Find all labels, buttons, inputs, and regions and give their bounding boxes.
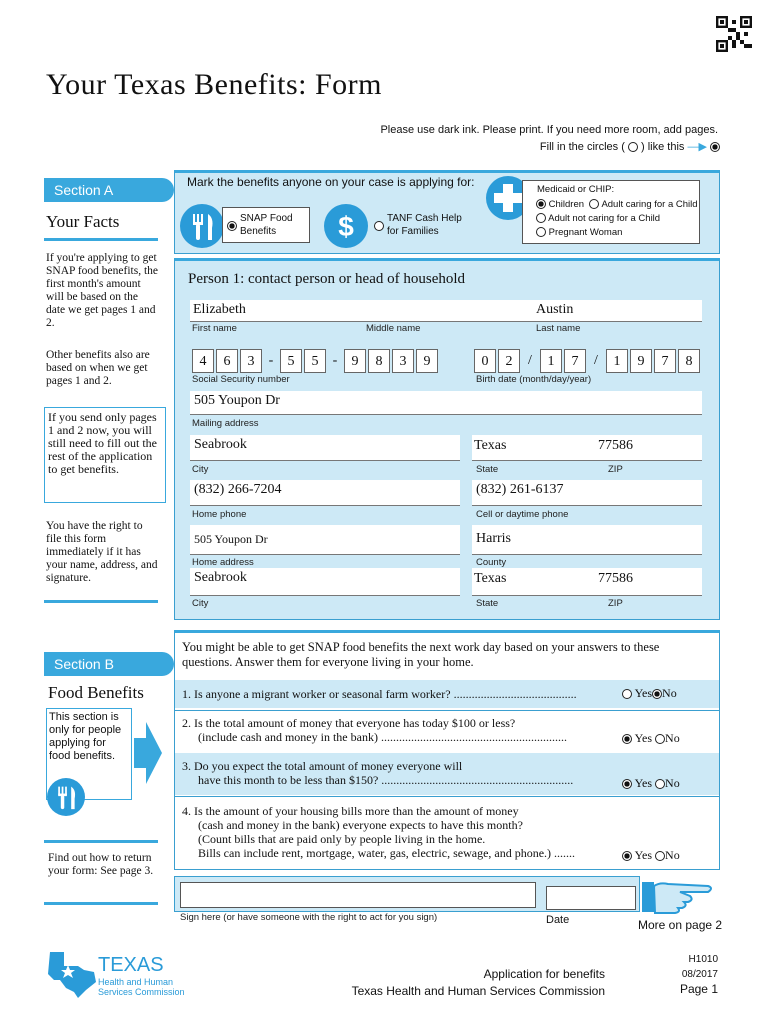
adult-not-label: Adult not caring for a Child [548, 213, 661, 224]
city-label: City [192, 464, 209, 475]
date-field[interactable] [546, 886, 636, 910]
birth-digit: 2 [498, 349, 520, 373]
zip-label-2: ZIP [608, 598, 623, 609]
q2-no-radio[interactable] [655, 734, 665, 744]
section-b-pill: Section B [44, 652, 174, 676]
divider [44, 238, 158, 241]
date-label: Date [546, 914, 570, 926]
birth-digit: 1 [606, 349, 628, 373]
last-name-label: Last name [536, 323, 581, 334]
fill-instructions [470, 140, 720, 153]
section-b-heading: Food Benefits [48, 683, 144, 702]
ssn-digit: 3 [240, 349, 262, 373]
mailing-address-label: Mailing address [192, 418, 259, 429]
ssn-digit: 8 [368, 349, 390, 373]
section-a-boxed-note: If you send only pages 1 and 2 now, you will still need to fill out the rest of the application to get benefits. [44, 407, 166, 503]
adult-caring-label: Adult caring for a Child [601, 199, 698, 210]
birth-digit: 0 [474, 349, 496, 373]
question-3-line-2: have this month to be less than $150? ................................................................ [198, 773, 574, 787]
home-address-label: Home address [192, 557, 254, 568]
yes-label: Yes [634, 848, 653, 862]
section-a-heading: Your Facts [46, 212, 120, 231]
ssn-field[interactable] [192, 349, 440, 373]
zip-value: 77586 [598, 438, 633, 453]
zip-label: ZIP [608, 464, 623, 475]
question-3 [182, 759, 612, 787]
fill-instructions-text-b: ) like this [641, 141, 685, 153]
question-3-line-1: 3. Do you expect the total amount of money everyone will [182, 759, 463, 773]
birth-digit: 7 [654, 349, 676, 373]
mailing-address-field[interactable]: 505 Youpon Dr [190, 391, 702, 415]
snap-label-2: Benefits [240, 226, 277, 237]
q4-yes-radio[interactable] [622, 851, 632, 861]
city-field-2[interactable]: Seabrook [190, 568, 460, 596]
question-2 [182, 716, 612, 744]
snap-label [240, 212, 293, 238]
medicaid-option-adult-not[interactable] [536, 212, 698, 226]
footer-logo-agency [98, 977, 185, 997]
medicaid-option-children[interactable] [536, 198, 698, 212]
question-2-line-1: 2. Is the total amount of money that everyone has today $100 or less? [182, 716, 516, 730]
state-label-2: State [476, 598, 499, 609]
birth-date-label: Birth date (month/day/year) [476, 374, 592, 385]
ssn-digit: 3 [392, 349, 414, 373]
birth-date-field[interactable] [474, 349, 702, 373]
city-label-2: City [192, 598, 209, 609]
birth-digit: 7 [564, 349, 586, 373]
pregnant-radio[interactable] [536, 227, 546, 237]
fork-knife-icon [180, 204, 224, 248]
snap-label-1: SNAP Food [240, 213, 293, 224]
question-4-line-3: (Count bills that are paid only by people living in the home. [198, 832, 486, 846]
footer-logo-line-3: Services Commission [98, 987, 185, 997]
medicaid-option-pregnant[interactable] [536, 226, 698, 240]
yes-label: Yes [634, 776, 653, 790]
right-arrow-icon [134, 722, 162, 784]
benefits-prompt: Mark the benefits anyone on your case is applying for: [187, 175, 475, 189]
question-1: 1. Is anyone a migrant worker or seasonal farm worker? ......................................... [182, 687, 577, 701]
question-4-line-2: (cash and money in the bank) everyone expects to have this month? [198, 818, 523, 832]
last-name-value: Austin [536, 302, 574, 317]
svg-text:$: $ [338, 211, 354, 242]
ssn-label: Social Security number [192, 374, 290, 385]
ssn-digit: 4 [192, 349, 214, 373]
divider [44, 600, 158, 603]
birth-digit: 9 [630, 349, 652, 373]
birth-digit: 8 [678, 349, 700, 373]
divider [44, 902, 158, 905]
question-4 [182, 804, 612, 860]
divider [44, 840, 158, 843]
birth-digit: 1 [540, 349, 562, 373]
section-a-text-1: If you're applying to get SNAP food benefits, the first month's amount will be based on the date we get pages 1 and 2. [46, 252, 159, 329]
filled-circle-icon [710, 142, 720, 152]
city-field[interactable]: Seabrook [190, 435, 460, 461]
section-a-text-3: You have the right to file this form immediately if it has your name, address, and signature. [46, 520, 158, 584]
signature-label: Sign here (or have someone with the right to act for you sign) [180, 912, 438, 923]
medicaid-title: Medicaid or CHIP: [537, 184, 615, 195]
children-label: Children [548, 199, 585, 210]
section-a-text-2: Other benefits also are based on when we get pages 1 and 2. [46, 349, 150, 387]
medicaid-options [536, 198, 698, 240]
ssn-digit: 5 [280, 349, 302, 373]
qr-code-icon [716, 16, 752, 52]
pointing-hand-icon [642, 878, 718, 918]
home-phone-field[interactable]: (832) 266-7204 [190, 480, 460, 506]
q2-yes-radio[interactable] [622, 734, 632, 744]
q1-no-radio[interactable] [652, 689, 662, 699]
footer-logo-texas: TEXAS [98, 954, 164, 976]
section-a-pill: Section A [44, 178, 174, 202]
footer-center [300, 966, 605, 1000]
no-label: No [662, 686, 677, 700]
footer-agency: Texas Health and Human Services Commission [351, 984, 605, 998]
no-label: No [665, 848, 680, 862]
section-b-boxed-note: This section is only for people applying for food benefits. [46, 708, 132, 800]
footer-right [640, 952, 718, 997]
state-label: State [476, 464, 499, 475]
ssn-digit: 5 [304, 349, 326, 373]
person1-heading: Person 1: contact person or head of household [188, 271, 466, 287]
tanf-radio[interactable] [374, 221, 384, 231]
tanf-label-2: for Families [387, 226, 439, 237]
birth-separator: / [528, 353, 532, 368]
yes-label: Yes [634, 731, 653, 745]
snap-radio[interactable] [227, 221, 237, 231]
q3-yes-radio[interactable] [622, 779, 632, 789]
state-zip-field[interactable] [472, 435, 702, 461]
adult-not-radio[interactable] [536, 213, 546, 223]
q4-no-radio[interactable] [655, 851, 665, 861]
county-field[interactable]: Harris [472, 525, 702, 555]
question-4-line-1: 4. Is the amount of your housing bills more than the amount of money [182, 804, 519, 818]
signature-field[interactable] [180, 882, 536, 908]
ssn-digit: 9 [416, 349, 438, 373]
question-2-line-2: (include cash and money in the bank) .............................................................. [198, 730, 567, 744]
arrow-icon: —▶ [687, 141, 707, 153]
question-3-answers [622, 776, 680, 791]
state-value-2: Texas [474, 571, 507, 586]
food-benefits-intro: You might be able to get SNAP food benefits the next work day based on your answers to these questions. Answer them for everyone living in your home. [182, 640, 660, 669]
question-2-answers [622, 731, 680, 746]
zip-value-2: 77586 [598, 571, 633, 586]
tanf-label [387, 212, 462, 238]
dollar-icon [324, 204, 368, 248]
yes-label: Yes [634, 686, 653, 700]
ink-instructions: Please use dark ink. Please print. If you need more room, add pages. [380, 124, 718, 136]
question-4-answers [622, 848, 680, 863]
more-on-page-2[interactable]: More on page 2 [638, 918, 723, 932]
county-label: County [476, 557, 507, 568]
cell-phone-label: Cell or daytime phone [476, 509, 569, 520]
no-label: No [665, 731, 680, 745]
page-number: Page 1 [679, 982, 718, 996]
state-value: Texas [474, 438, 507, 453]
ssn-separator: - [332, 353, 338, 368]
tanf-label-1: TANF Cash Help [387, 213, 462, 224]
footer-title: Application for benefits [483, 967, 605, 981]
ssn-digit: 6 [216, 349, 238, 373]
question-4-line-4: Bills can include rent, mortgage, water, gas, electric, sewage, and phone.) ....... [198, 846, 576, 860]
name-field[interactable] [190, 300, 702, 322]
ssn-separator: - [268, 353, 274, 368]
q3-no-radio[interactable] [655, 779, 665, 789]
home-address-field[interactable]: 505 Youpon Dr [190, 525, 460, 555]
fork-knife-icon [47, 778, 85, 816]
children-radio[interactable] [536, 199, 546, 209]
no-label: No [665, 776, 680, 790]
middle-name-label: Middle name [366, 323, 421, 334]
adult-caring-radio[interactable] [589, 199, 599, 209]
ssn-digit: 9 [344, 349, 366, 373]
cell-phone-field[interactable]: (832) 261-6137 [472, 480, 702, 506]
return-note: Find out how to return your form: See page 3. [48, 852, 154, 877]
home-phone-label: Home phone [192, 509, 247, 520]
first-name-value: Elizabeth [193, 302, 246, 317]
form-id: H1010 [688, 954, 718, 965]
page-title: Your Texas Benefits: Form [46, 68, 382, 101]
q1-yes-radio[interactable] [622, 689, 632, 699]
empty-circle-icon [628, 142, 638, 152]
state-zip-field-2[interactable] [472, 568, 702, 596]
texas-map-logo-icon [46, 950, 98, 998]
first-name-label: First name [192, 323, 237, 334]
question-1-answers [622, 686, 677, 701]
form-date: 08/2017 [681, 969, 718, 980]
footer-logo-line-2: Health and Human [98, 977, 174, 987]
pregnant-label: Pregnant Woman [548, 227, 623, 238]
birth-separator: / [594, 353, 598, 368]
fill-instructions-text: Fill in the circles ( [539, 141, 625, 153]
